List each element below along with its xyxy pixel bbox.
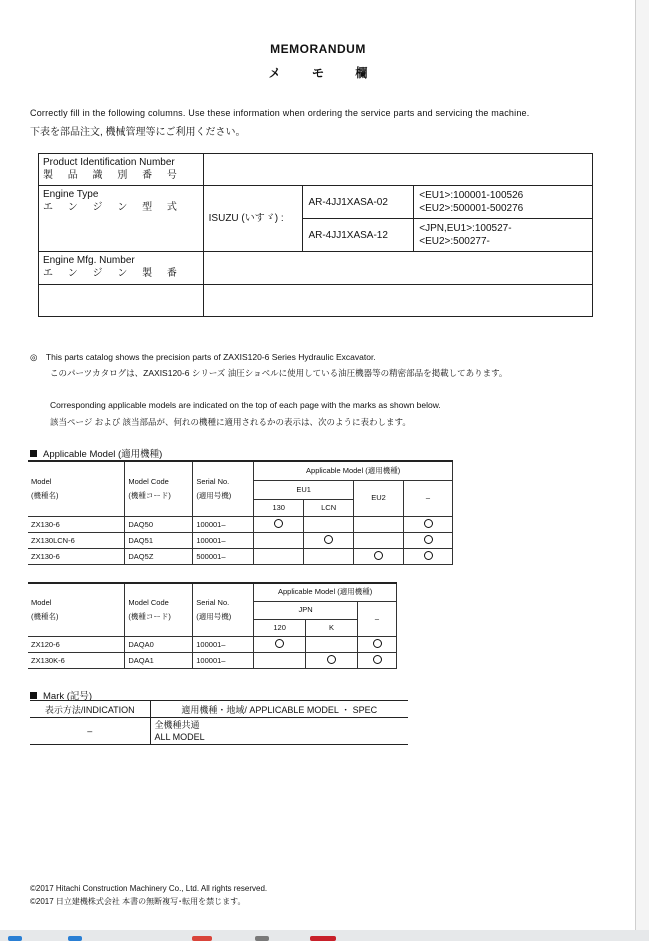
row-serial: 100001– [193,636,254,652]
t2-header-code-jp: (機種コード) [128,611,171,621]
t1-header-serial [193,461,254,516]
table-row [28,636,397,652]
t1-header-code-en: Model Code [128,476,169,486]
mark-all-model-jp: 全機種共通 [154,720,200,730]
table-row [28,516,453,532]
t1-header-serial-jp: (適用号機) [196,490,232,500]
row-serial: 100001– [193,652,254,668]
note-precision-en: ◎ This parts catalog shows the precision parts of ZAXIS120-6 Series Hydraulic Excavator. [30,352,376,362]
note-precision-jp: このパーツカタログは、ZAXIS120-6 シリーズ 油圧ショベルに使用している油圧機器等の精密部品を掲載してあります。 [50,368,508,378]
row-model-code: DAQ50 [125,516,193,532]
row-model: ZX120-6 [28,636,125,652]
blank-label-cell [39,285,204,317]
t2-header-code-en: Model Code [128,597,169,607]
t2-header-serial [193,583,254,636]
circle-mark-icon [424,519,433,528]
t2-header-dash: – [358,601,397,636]
row-mark-cell [304,548,354,564]
engine-mfg-field[interactable] [203,252,592,285]
row-model: ZX130K-6 [28,652,125,668]
intro-text-jp: 下表を部品注文, 機械管理等にご利用ください。 [30,127,246,138]
row-mark-cell [304,532,354,548]
intro-text-en: Correctly fill in the following columns. Use these information when ordering the service parts and servicing the machine. [30,108,530,118]
page-gutter [636,0,649,930]
circle-mark-icon [274,519,283,528]
t2-header-120: 120 [254,619,306,636]
t2-body [28,636,397,668]
row-model: ZX130LCN-6 [28,532,125,548]
row-serial: 500001– [193,548,254,564]
row-serial: 100001– [193,532,254,548]
circle-mark-icon [373,655,382,664]
t1-header-serial-en: Serial No. [196,476,230,486]
row-model: ZX130-6 [28,516,125,532]
row-mark-cell [354,516,404,532]
engine-type-label [39,186,204,252]
t1-header-dash: – [404,480,453,516]
t2-header-serial-jp: (適用号機) [196,611,232,621]
row-mark-cell [304,516,354,532]
engine-mfg-label-jp: エ ン ジ ン 製 番 [43,268,183,279]
t1-header-eu2: EU2 [354,480,404,516]
identification-table [38,153,593,317]
row-model: ZX130-6 [28,548,125,564]
t2-header-model-jp: (機種名) [31,611,59,621]
t1-header-code-jp: (機種コード) [128,490,171,500]
row-mark-cell [358,652,397,668]
row-mark-cell [254,516,304,532]
memo-title-en: MEMORANDUM [270,42,366,56]
t2-header-code [125,583,193,636]
t1-body [28,516,453,564]
row-model-code: DAQA1 [125,652,193,668]
table-row [28,532,453,548]
t2-header-jpn: JPN [254,601,358,619]
row-mark-cell [254,652,306,668]
memo-title-jp: メ モ 欄 [268,66,368,80]
mark-all-model [150,718,408,745]
row-mark-cell [404,532,453,548]
square-bullet-icon [30,692,37,699]
t1-header-model-en: Model [31,476,52,486]
circle-mark-icon [424,535,433,544]
row-mark-cell [404,548,453,564]
mark-symbol: – [30,718,150,745]
row-mark-cell [358,636,397,652]
mark-table [30,700,408,745]
row-mark-cell [254,548,304,564]
t1-header-eu1: EU1 [254,480,354,499]
applicable-model-heading-text: Applicable Model (適用機種) [43,449,163,460]
note-marks-jp: 該当ページ および 該当部品が、何れの機種に適用されるかの表示は、次のように表わします。 [50,417,411,427]
product-id-field[interactable] [203,154,592,186]
mark-header-spec: 適用機種・地域/ APPLICABLE MODEL ・ SPEC [150,701,408,718]
blank-field[interactable] [203,285,592,317]
applicable-model-table-1 [28,460,453,565]
circle-mark-icon [374,551,383,560]
note-marks-en: Corresponding applicable models are indicated on the top of each page with the marks as shown below. [50,400,441,410]
row-model-code: DAQ5Z [125,548,193,564]
taskbar-app-icon[interactable] [310,936,336,941]
row-mark-cell [404,516,453,532]
mark-heading-text: Mark (記号) [43,691,93,702]
engine-type-label-en: Engine Type [43,189,99,200]
engine-serial-2-line1: <JPN,EU1>:100527- [419,223,512,234]
circle-mark-icon [324,535,333,544]
taskbar-app-icon[interactable] [255,936,269,941]
product-id-label-jp: 製 品 識 別 番 号 [43,170,183,181]
row-mark-cell [254,636,306,652]
engine-serial-1 [414,186,593,219]
row-mark-cell [306,652,358,668]
taskbar-app-icon[interactable] [68,936,82,941]
mark-header-indication: 表示方法/INDICATION [30,701,150,718]
copyright-jp: ©2017 日立建機株式会社 本書の無断複写･転用を禁じます。 [30,897,246,906]
row-model-code: DAQA0 [125,636,193,652]
t1-header-model [28,461,125,516]
t2-header-k: K [306,619,358,636]
circle-mark-icon [275,639,284,648]
circle-mark-icon [373,639,382,648]
row-mark-cell [254,532,304,548]
row-mark-cell [306,636,358,652]
row-serial: 100001– [193,516,254,532]
engine-model-1: AR-4JJ1XASA-02 [303,186,414,219]
engine-type-label-jp: エ ン ジ ン 型 式 [43,202,183,213]
t1-header-applicable: Applicable Model (適用機種) [254,461,453,480]
applicable-model-table-2 [28,582,397,669]
t1-header-model-jp: (機種名) [31,490,59,500]
t2-header-serial-en: Serial No. [196,597,230,607]
engine-maker: ISUZU (いすゞ) : [203,186,303,252]
product-id-label-en: Product Identification Number [43,157,175,168]
taskbar-app-icon[interactable] [192,936,212,941]
taskbar-app-icon[interactable] [8,936,22,941]
table-row [28,548,453,564]
copyright-en: ©2017 Hitachi Construction Machinery Co., Ltd. All rights reserved. [30,884,268,893]
t1-header-lcn: LCN [304,499,354,516]
product-id-label [39,154,204,186]
engine-serial-1-line2: <EU2>:500001-500276 [419,203,524,214]
t2-header-applicable: Applicable Model (適用機種) [254,583,397,601]
engine-model-2: AR-4JJ1XASA-12 [303,219,414,252]
row-model-code: DAQ51 [125,532,193,548]
engine-mfg-label-en: Engine Mfg. Number [43,255,135,266]
t2-header-model-en: Model [31,597,52,607]
square-bullet-icon [30,450,37,457]
mark-all-model-en: ALL MODEL [154,732,205,742]
circle-mark-icon [424,551,433,560]
circle-mark-icon [327,655,336,664]
table-row [28,652,397,668]
engine-serial-1-line1: <EU1>:100001-100526 [419,190,524,201]
row-mark-cell [354,532,404,548]
t2-header-model [28,583,125,636]
page-edge [635,0,636,930]
row-mark-cell [354,548,404,564]
engine-mfg-label [39,252,204,285]
applicable-model-heading [30,446,162,460]
t1-header-130: 130 [254,499,304,516]
engine-serial-2-line2: <EU2>:500277- [419,236,490,247]
t1-header-code [125,461,193,516]
engine-serial-2 [414,219,593,252]
